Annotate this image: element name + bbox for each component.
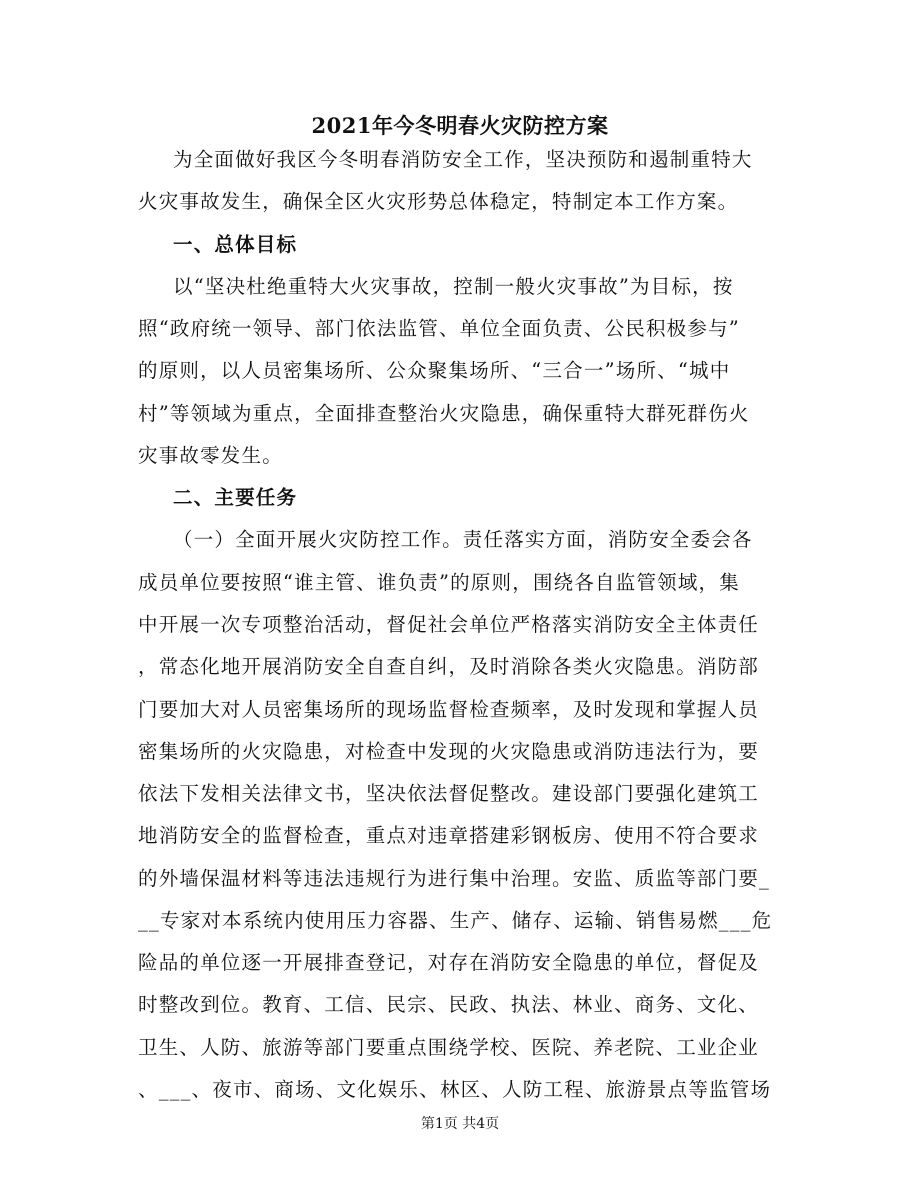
paragraph-line: 密集场所的火灾隐患，对检查中发现的火灾隐患或消防违法行为，要 [138,740,760,763]
paragraph-line: 灾事故零发生。 [138,444,283,467]
page-number: 第1页 共4页 [420,1116,500,1132]
paragraph-line: 卫生、人防、旅游等部门要重点围绕学校、医院、养老院、工业企业 [138,1036,760,1059]
document-title: 2021年今冬明春火灾防控方案 [311,113,609,138]
section-heading: 二、主要任务 [173,486,298,509]
paragraph-line: 时整改到位。教育、工信、民宗、民政、执法、林业、商务、文化、 [138,993,760,1016]
paragraph-line: 的外墙保温材料等违法违规行为进行集中治理。安监、质监等部门要_ [138,867,770,890]
paragraph-line: 火灾事故发生，确保全区火灾形势总体稳定，特制定本工作方案。 [138,190,739,213]
paragraph-line: 依法下发相关法律文书，坚决依法督促整改。建设部门要强化建筑工 [138,782,760,805]
paragraph-line: 门要加大对人员密集场所的现场监督检查频率，及时发现和掌握人员 [138,698,760,721]
paragraph-line: 以“坚决杜绝重特大火灾事故，控制一般火灾事故”为目标，按 [173,275,734,298]
paragraph-line: 中开展一次专项整治活动，督促社会单位严格落实消防安全主体责任 [138,613,760,636]
paragraph-line: 的原则，以人员密集场所、公众聚集场所、“三合一”场所、“城中 [138,359,731,382]
paragraph-line: （一）全面开展火灾防控工作。责任落实方面，消防安全委会各 [173,528,753,551]
paragraph-line: 为全面做好我区今冬明春消防安全工作，坚决预防和遏制重特大 [173,148,753,171]
paragraph-line: 成员单位要按照“谁主管、谁负责”的原则，围绕各自监管领域，集 [138,571,740,594]
section-heading: 一、总体目标 [173,233,298,256]
paragraph-line: 照“政府统一领导、部门依法监管、单位全面负责、公民积极参与” [138,317,740,340]
paragraph-line: __专家对本系统内使用压力容器、生产、储存、运输、销售易燃___危 [138,909,773,932]
paragraph-line: ，常态化地开展消防安全自查自纠，及时消除各类火灾隐患。消防部 [138,655,760,678]
paragraph-line: 地消防安全的监督检查，重点对违章搭建彩钢板房、使用不符合要求 [138,824,760,847]
paragraph-line: 、___、夜市、商场、文化娱乐、林区、人防工程、旅游景点等监管场 [138,1078,772,1101]
paragraph-line: 险品的单位逐一开展排查登记，对存在消防安全隐患的单位，督促及 [138,951,760,974]
paragraph-line: 村”等领域为重点，全面排查整治火灾隐患，确保重特大群死群伤火 [138,402,750,425]
